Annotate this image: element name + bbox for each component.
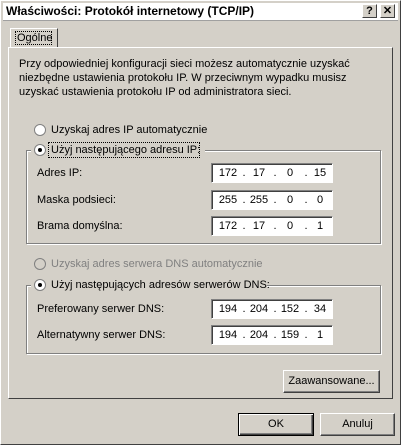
octet-separator: .: [273, 220, 277, 232]
ip-octet-2: 17: [252, 167, 266, 179]
tab-general-label: Ogólne: [17, 32, 53, 44]
octet-separator: .: [242, 167, 246, 179]
octet-separator: .: [273, 194, 277, 206]
ip-octet-3: 0: [286, 167, 294, 179]
pdns-octet-2: 204: [249, 303, 269, 315]
ok-button-label: OK: [268, 418, 284, 430]
close-button[interactable]: ✕: [380, 4, 395, 18]
octet-separator: .: [242, 303, 246, 315]
tab-general[interactable]: [10, 28, 58, 48]
octet-separator: .: [273, 167, 277, 179]
ok-button[interactable]: [238, 413, 314, 436]
gateway-octet-4: 1: [316, 220, 324, 232]
mask-octet-4: 0: [316, 194, 324, 206]
title-bar: [3, 3, 398, 21]
ip-octet-4: 15: [313, 167, 327, 179]
cancel-button-label: Anuluj: [342, 418, 373, 430]
gateway-octet-2: 17: [252, 220, 266, 232]
octet-separator: .: [242, 220, 246, 232]
octet-separator: .: [273, 303, 277, 315]
ip-manual-radio[interactable]: [34, 144, 46, 156]
default-gateway-label: Brama domyślna:: [37, 220, 123, 232]
intro-text: Przy odpowiedniej konfiguracji sieci możesz automatycznie uzyskać niezbędne ustawienia protokołu IP. W przeciwnym wypadku musisz uzyskać ustawienia protokołu IP od administratora sieci.: [19, 58, 350, 98]
octet-separator: .: [273, 329, 277, 341]
mask-octet-2: 255: [249, 194, 269, 206]
help-button[interactable]: ?: [362, 4, 377, 18]
subnet-mask-field[interactable]: [211, 190, 333, 210]
mask-octet-1: 255: [218, 194, 238, 206]
gateway-octet-3: 0: [286, 220, 294, 232]
ip-auto-label[interactable]: Uzyskaj adres IP automatycznie: [51, 124, 208, 136]
ip-octet-1: 172: [218, 167, 238, 179]
alternate-dns-label: Alternatywny serwer DNS:: [37, 329, 166, 341]
alternate-dns-field[interactable]: [211, 325, 333, 345]
octet-separator: .: [304, 194, 308, 206]
adns-octet-4: 1: [316, 329, 324, 341]
octet-separator: .: [304, 167, 308, 179]
pdns-octet-3: 152: [280, 303, 300, 315]
ip-address-label: Adres IP:: [37, 167, 83, 179]
ip-manual-label[interactable]: Użyj następującego adresu IP:: [51, 144, 201, 156]
subnet-mask-label: Maska podsieci:: [37, 194, 116, 206]
octet-separator: .: [304, 329, 308, 341]
pdns-octet-1: 194: [218, 303, 238, 315]
adns-octet-3: 159: [280, 329, 300, 341]
pdns-octet-4: 34: [313, 303, 327, 315]
ip-address-field[interactable]: [211, 163, 333, 183]
advanced-button-label: Zaawansowane...: [288, 375, 375, 387]
octet-separator: .: [304, 220, 308, 232]
octet-separator: .: [242, 194, 246, 206]
preferred-dns-label: Preferowany serwer DNS:: [37, 303, 165, 315]
dns-manual-radio[interactable]: [34, 279, 46, 291]
dns-auto-radio[interactable]: [34, 258, 46, 270]
window-title: Właściwości: Protokół internetowy (TCP/IP): [6, 4, 255, 18]
dns-auto-label[interactable]: Uzyskaj adres serwera DNS automatycznie: [51, 258, 263, 270]
octet-separator: .: [304, 303, 308, 315]
octet-separator: .: [242, 329, 246, 341]
adns-octet-2: 204: [249, 329, 269, 341]
gateway-octet-1: 172: [218, 220, 238, 232]
preferred-dns-field[interactable]: [211, 299, 333, 319]
dns-manual-label[interactable]: Użyj następujących adresów serwerów DNS:: [51, 279, 270, 291]
ip-auto-radio[interactable]: [34, 124, 46, 136]
default-gateway-field[interactable]: [211, 216, 333, 236]
mask-octet-3: 0: [286, 194, 294, 206]
advanced-button[interactable]: [283, 370, 380, 393]
cancel-button[interactable]: [320, 413, 395, 436]
adns-octet-1: 194: [218, 329, 238, 341]
